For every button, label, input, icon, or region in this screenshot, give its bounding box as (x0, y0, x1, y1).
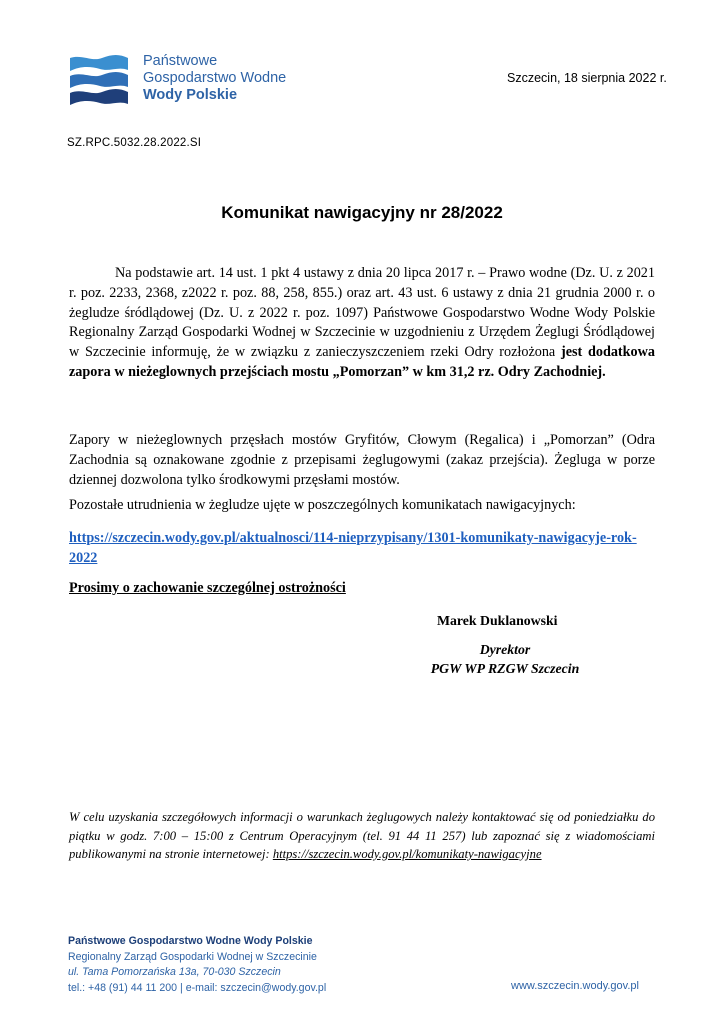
caution-notice: Prosimy o zachowanie szczególnej ostrożności (69, 580, 346, 596)
paragraph-1-text: Na podstawie art. 14 ust. 1 pkt 4 ustawy z dnia 20 lipca 2017 r. – Prawo wodne (Dz. U. z 2021 r. poz. 2233, 2368, z2022 r. poz. 88, 258, 855.) oraz art. 43 ust. 6 ustawy z dnia 21 grudnia 2000 r. o żegludze śródlądowej (Dz. U. z 2022 r. poz. 1097) Państwowe Gospodarstwo Wodne Wody Polskie Regionalny Zarząd Gospodarki Wodnej w Szczecinie w uzgodnieniu z Urzędem Żeglugi Śródlądowej w Szczecinie informuję, że w związku z zanieczyszczeniem rzeki Odry rozłożona (69, 265, 655, 361)
announcements-link[interactable]: https://szczecin.wody.gov.pl/aktualnosci/114-nieprzypisany/1301-komunikaty-nawigacyje-rok-2022 (69, 530, 637, 566)
wody-polskie-logo-icon (68, 52, 130, 114)
document-date: Szczecin, 18 sierpnia 2022 r. (507, 71, 667, 85)
org-name (143, 53, 286, 104)
signer-role-line1: Dyrektor (479, 642, 531, 657)
org-name-line3: Wody Polskie (143, 87, 238, 103)
document-title: Komunikat nawigacyjny nr 28/2022 (221, 203, 503, 222)
paragraph-1 (69, 264, 655, 383)
footer-street: ul. Tama Pomorzańska 13a, 70-030 Szczecin (68, 966, 281, 979)
footer-website-link[interactable]: www.szczecin.wody.gov.pl (511, 980, 639, 992)
footnote-text: W celu uzyskania szczegółowych informacji o warunkach żeglugowych należy kontaktować się od poniedziałku do piątku w godz. 7:00 – 15:00 z Centrum Operacyjnym (tel. 91 44 11 257) lub zapoznać się z wiadomościami publikowanymi na stronie internetowej: (69, 810, 655, 861)
footer-region: Regionalny Zarząd Gospodarki Wodnej w Szczecinie (68, 950, 317, 963)
contact-footnote (69, 808, 655, 864)
org-name-line2: Gospodarstwo Wodne (143, 70, 287, 86)
paragraph-3: Pozostałe utrudnienia w żegludze ujęte w poszczególnych komunikatach nawigacyjnych: (69, 497, 576, 513)
footer-org: Państwowe Gospodarstwo Wodne Wody Polskie (68, 935, 313, 947)
footnote-link[interactable]: https://szczecin.wody.gov.pl/komunikaty-nawigacyjne (272, 847, 542, 861)
org-name-line1: Państwowe (143, 53, 218, 69)
signer-role-line2: PGW WP RZGW Szczecin (430, 661, 580, 676)
signer-name: Marek Duklanowski (437, 613, 558, 628)
footer-address (68, 934, 326, 996)
paragraph-2: Zapory w nieżeglownych przęsłach mostów Gryfitów, Cłowym (Regalica) i „Pomorzan” (Odra Zachodnia są oznakowane zgodnie z przepisami żeglugowymi (zakaz przejścia). Żegluga w porze dziennej dozwolona tylko środkowymi przęsłami mostów. (69, 432, 655, 488)
footer-contact: tel.: +48 (91) 44 11 200 | e-mail: szczecin@wody.gov.pl (68, 981, 327, 994)
paragraph-1-bold: jest dodatkowa zapora w nieżeglownych przejściach mostu „Pomorzan” w km 31,2 rz. Odry Zachodniej. (69, 344, 655, 380)
signer-role (425, 640, 585, 678)
reference-number: SZ.RPC.5032.28.2022.SI (67, 137, 202, 149)
